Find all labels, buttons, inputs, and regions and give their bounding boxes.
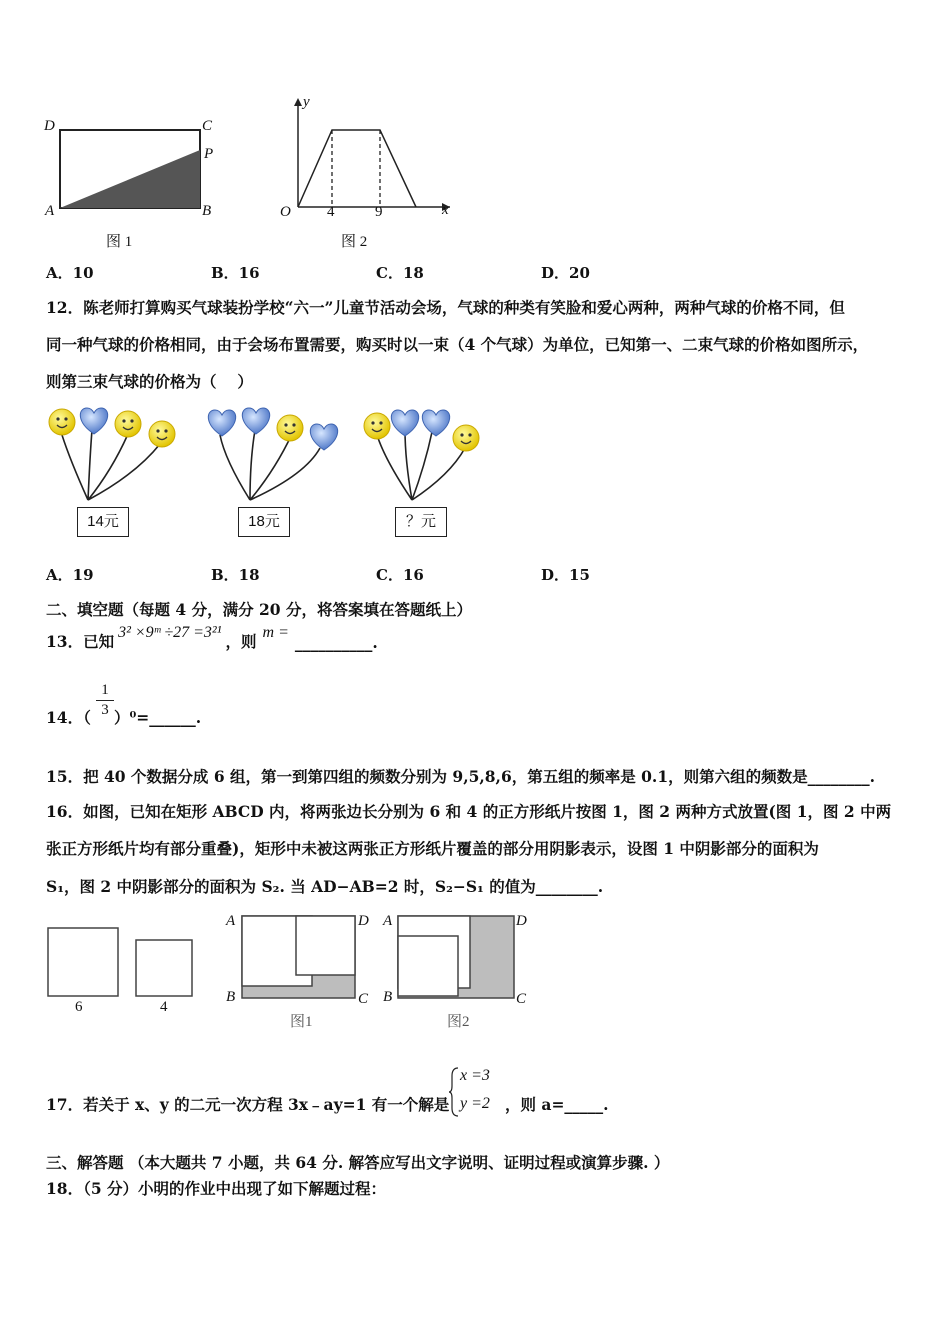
q16-fig1-caption: 图1 <box>290 1014 313 1030</box>
q11-option-a[interactable]: A．10 <box>46 264 94 282</box>
bunch-2-price: 18元 <box>238 507 290 537</box>
q14-denominator: 3 <box>101 702 109 718</box>
heart-balloon-icon <box>80 408 107 434</box>
q17-suffix: ，则 a=_____. <box>505 1095 609 1114</box>
q16-fig2-caption: 图2 <box>447 1014 470 1030</box>
q16-line3: S₁，图 2 中阴影部分的面积为 S₂. 当 AD−AB=2 时，S₂−S₁ 的值为________. <box>46 877 604 896</box>
q12-line2: 同一种气球的价格相同，由于会场布置需要，购买时以一束（4 个气球）为单位，已知第一、二束气球的价格如图所示， <box>46 335 869 354</box>
q16-fig1-a: A <box>226 913 236 929</box>
fig2-caption: 图 2 <box>341 234 368 250</box>
fig1-label-d: D <box>44 118 55 134</box>
q17-prefix: 17．若关于 x、y 的二元一次方程 3x﹣ay=1 有一个解是 <box>46 1095 450 1114</box>
q16-fig2-a: A <box>383 913 393 929</box>
q13-mid: ，则 <box>225 632 257 651</box>
fig2-tick-9: 9 <box>375 204 383 220</box>
fig1-label-b: B <box>202 203 212 219</box>
smile-balloon-icon <box>115 411 141 437</box>
heart-balloon-icon <box>242 408 269 434</box>
square-6 <box>48 928 118 996</box>
square-4 <box>136 940 192 996</box>
heart-balloon-icon <box>208 410 235 436</box>
smile-balloon-icon <box>49 409 75 435</box>
q18-text: 18．（5 分）小明的作业中出现了如下解题过程： <box>46 1179 387 1198</box>
q11-option-d[interactable]: D．20 <box>541 264 590 282</box>
q12-line3: 则第三束气球的价格为（ ） <box>46 372 253 391</box>
smile-balloon-icon <box>149 421 175 447</box>
fig1-label-c: C <box>202 118 213 134</box>
heart-balloon-icon <box>391 410 418 436</box>
q11-option-c[interactable]: C．18 <box>376 264 424 282</box>
fig2-label-y: y <box>303 94 310 110</box>
bunch-2 <box>208 408 337 500</box>
smile-balloon-icon <box>453 425 479 451</box>
q13 <box>46 620 378 652</box>
smile-balloon-icon <box>364 413 390 439</box>
bunch-3-price: ？元 <box>395 507 447 537</box>
q16-fig2-c: C <box>516 991 527 1007</box>
q13-variable: m = <box>262 624 289 641</box>
q12-line1: 12．陈老师打算购买气球装扮学校“六一”儿童节活动会场，气球的种类有笑脸和爱心两种，两种气球的价格不同，但 <box>46 298 845 317</box>
q14-prefix: 14．（ <box>46 708 91 727</box>
q13-blank[interactable]: __________. <box>294 633 378 652</box>
bunch-3 <box>364 410 479 500</box>
fig2-label-o: O <box>280 204 291 220</box>
q17-eq2: y =2 <box>460 1095 490 1112</box>
q14-fraction <box>96 682 114 719</box>
q15-text: 15．把 40 个数据分成 6 组，第一到第四组的频数分别为 9,5,8,6，第五组的频率是 0.1，则第六组的频数是________. <box>46 767 875 786</box>
fig2-label-x: x <box>442 202 449 218</box>
q14-numerator: 1 <box>101 682 109 698</box>
fig2-tick-4: 4 <box>327 204 335 220</box>
section3-title: 三、解答题 （本大题共 7 小题，共 64 分. 解答应写出文字说明、证明过程或演算步骤. ） <box>46 1153 670 1172</box>
q14-suffix: ）⁰=______. <box>114 708 202 727</box>
q12-option-a[interactable]: A．19 <box>46 566 94 584</box>
q16-fig1-b: B <box>226 989 236 1005</box>
fraction-bar <box>96 700 114 701</box>
fig1-label-p: P <box>204 146 214 162</box>
q16-fig1-d: D <box>358 913 369 929</box>
smile-balloon-icon <box>277 415 303 441</box>
bunch-1-price: 14元 <box>77 507 129 537</box>
heart-balloon-icon <box>310 424 337 450</box>
q16-line1: 16．如图，已知在矩形 ABCD 内，将两张边长分别为 6 和 4 的正方形纸片按图 1，图 2 两种方式放置(图 1，图 2 中两 <box>46 802 892 821</box>
q16-fig2-b: B <box>383 989 393 1005</box>
heart-balloon-icon <box>422 410 449 436</box>
q13-prefix: 13．已知 <box>46 632 115 651</box>
q11-option-b[interactable]: B．16 <box>211 264 260 282</box>
figure-2 <box>398 916 514 998</box>
section2-title: 二、填空题（每题 4 分，满分 20 分，将答案填在答题纸上） <box>46 600 472 619</box>
q12-option-b[interactable]: B．18 <box>211 566 260 584</box>
q16-fig2-d: D <box>516 913 527 929</box>
figure-1 <box>242 916 355 998</box>
q12-option-c[interactable]: C．16 <box>376 566 424 584</box>
q12-option-d[interactable]: D．15 <box>541 566 590 584</box>
fig1-label-a: A <box>45 203 55 219</box>
square-4-label: 4 <box>160 999 168 1015</box>
bunch-1 <box>49 408 175 500</box>
q11-figure2 <box>260 92 460 252</box>
fig1-caption: 图 1 <box>106 234 133 250</box>
q13-expression: 3² ×9ᵐ ÷27 =3²¹ <box>118 624 222 641</box>
q16-fig1-c: C <box>358 991 369 1007</box>
q16-line2: 张正方形纸片均有部分重叠)，矩形中未被这两张正方形纸片覆盖的部分用阴影表示，设图 1 中阴影部分的面积为 <box>46 839 819 858</box>
q17-eq1: x =3 <box>460 1067 490 1084</box>
square-6-label: 6 <box>75 999 83 1015</box>
left-brace-icon <box>448 1066 460 1118</box>
